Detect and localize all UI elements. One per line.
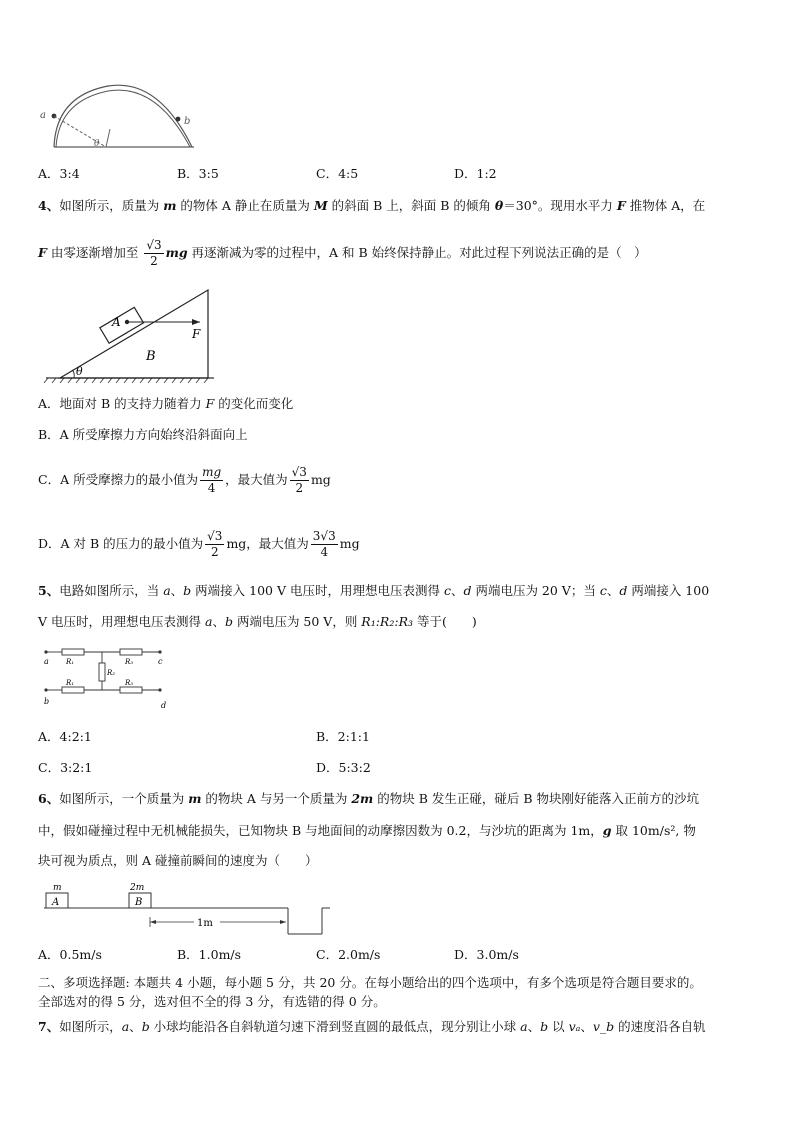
q6-stem-line3: 块可视为质点，则 A 碰撞前瞬间的速度为（ ） — [38, 853, 318, 868]
q3-option-d[interactable]: D．1:2 — [454, 166, 497, 181]
circuit-label-r1-bottom: R₁ — [66, 679, 75, 687]
collision-label-a: A — [52, 897, 60, 908]
collision-label-2m: 2m — [130, 883, 145, 893]
q6-option-d[interactable]: D．3.0m/s — [454, 947, 519, 962]
incline-label-a: A — [112, 315, 121, 329]
incline-figure — [42, 288, 222, 383]
collision-figure — [40, 878, 340, 938]
arc-label-theta: θ — [94, 139, 100, 149]
incline-label-f: F — [192, 327, 201, 341]
circuit-label-r2: R₂ — [107, 669, 116, 677]
circuit-label-d: d — [161, 701, 167, 710]
section2-header-line1: 二、多项选择题: 本题共 4 小题，每小题 5 分，共 20 分。在每小题给出的四个选项中，有多个选项是符合题目要求的。 — [38, 975, 702, 990]
q6-option-b[interactable]: B．1.0m/s — [177, 947, 242, 962]
q5-option-c[interactable]: C．3:2:1 — [38, 760, 93, 775]
q6-option-c[interactable]: C．2.0m/s — [316, 947, 381, 962]
q4-stem-line2: F 由零逐渐增加至 $\frac{√3}{2}$ mg 再逐渐减为零的过程中，A 和 B 始终保持静止。对此过程下列说法正确的是（ ） — [38, 238, 647, 268]
q3-option-b[interactable]: B．3:5 — [177, 166, 219, 181]
collision-label-m: m — [53, 883, 62, 893]
incline-label-theta: θ — [76, 365, 83, 378]
q6-option-a[interactable]: A．0.5m/s — [38, 947, 102, 962]
arc-label-b: b — [184, 116, 191, 127]
arc-figure — [38, 74, 198, 154]
q6-stem-line2: 中，假如碰撞过程中无机械能损失，已知物块 B 与地面间的动摩擦因数为 0.2，与沙坑的距离为 1m，g 取 10m/s², 物 — [38, 823, 696, 838]
circuit-label-r1-top: R₁ — [66, 658, 75, 666]
circuit-figure — [40, 646, 180, 712]
q7-stem-line1: 7、如图所示，a、b 小球均能沿各自斜轨道匀速下滑到竖直圆的最低点，现分别让小球 a、b 以 vₐ、v_b 的速度沿各自轨 — [38, 1019, 706, 1034]
circuit-label-b: b — [44, 697, 50, 706]
q5-option-d[interactable]: D．5:3:2 — [316, 760, 371, 775]
q5-stem-line1: 5、电路如图所示，当 a、b 两端接入 100 V 电压时，用理想电压表测得 c、d 两端电压为 20 V；当 c、d 两端接入 100 — [38, 583, 710, 598]
q4-option-a[interactable]: A．地面对 B 的支持力随着力 F 的变化而变化 — [38, 396, 294, 411]
q4-stem-line1: 4、如图所示，质量为 m 的物体 A 静止在质量为 M 的斜面 B 上，斜面 B 的倾角 θ＝30°。现用水平力 F 推物体 A，在 — [38, 198, 706, 213]
q4-option-b[interactable]: B．A 所受摩擦力方向始终沿斜面向上 — [38, 427, 248, 442]
section2-header-line2: 全部选对的得 5 分，选对但不全的得 3 分，有选错的得 0 分。 — [38, 994, 386, 1009]
q6-stem-line1: 6、如图所示，一个质量为 m 的物块 A 与另一个质量为 2m 的物块 B 发生正碰，碰后 B 物块刚好能落入正前方的沙坑 — [38, 791, 700, 806]
incline-label-b: B — [146, 349, 156, 364]
q3-option-a[interactable]: A．3:4 — [38, 166, 80, 181]
circuit-label-r3-bottom: R₃ — [125, 679, 134, 687]
collision-label-b: B — [135, 897, 143, 908]
q3-option-c[interactable]: C．4:5 — [316, 166, 359, 181]
q4-option-c[interactable]: C．A 所受摩擦力的最小值为 $\frac{mg}{4}$ ，最大值为 $\frac{√3}{2}$ mg — [38, 465, 331, 495]
circuit-label-r3-top: R₃ — [125, 658, 134, 666]
q5-stem-line2: V 电压时，用理想电压表测得 a、b 两端电压为 50 V，则 R₁:R₂:R₃ 等于( ) — [38, 614, 477, 629]
q5-option-a[interactable]: A．4:2:1 — [38, 729, 92, 744]
circuit-label-a: a — [44, 657, 49, 666]
circuit-label-c: c — [158, 657, 163, 666]
q5-option-b[interactable]: B．2:1:1 — [316, 729, 370, 744]
arc-label-a: a — [40, 110, 46, 121]
q4-option-d[interactable]: D．A 对 B 的压力的最小值为 $\frac{√3}{2}$ mg，最大值为 $\frac{3√3}{4}$ mg — [38, 529, 360, 559]
collision-label-dist: 1m — [197, 918, 213, 929]
